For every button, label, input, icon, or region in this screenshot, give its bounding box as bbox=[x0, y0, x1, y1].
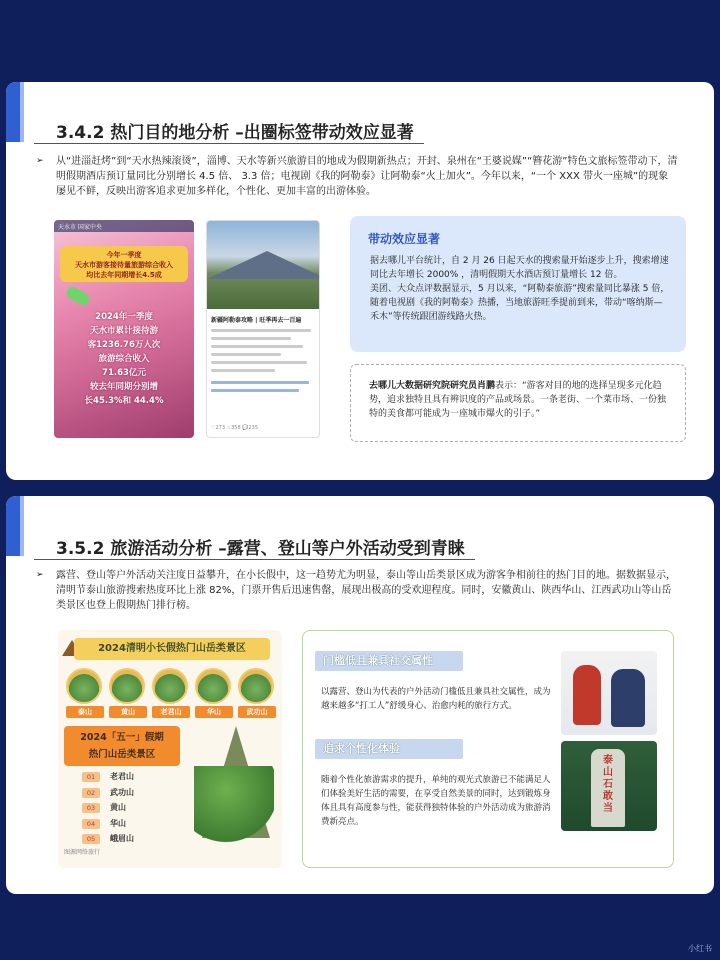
ranking-item bbox=[82, 770, 182, 784]
scenic-spot-row bbox=[64, 668, 278, 724]
quote-body: 表示：“游客对目的地的选择呈现多元化趋势，追求独特且具有辨识度的产品或场景。一条老街、一个菜市场、一份独特的美食都可能成为一座城市爆火的引子。” bbox=[369, 381, 667, 419]
reason-tab-label: 门槛低且兼具社交属性 bbox=[323, 654, 433, 667]
scenic-spot bbox=[238, 668, 276, 718]
scenic-label: 华山 bbox=[195, 706, 233, 718]
watermark: 小红书 bbox=[688, 944, 712, 953]
scenic-spot bbox=[66, 668, 104, 718]
scenic-spot bbox=[152, 668, 190, 718]
scenic-label: 黄山 bbox=[109, 706, 147, 718]
effect-paragraph-1: 据去哪儿平台统计，自 2 月 26 日起天水的搜索量开始逐步上升，搜索增速同比去年增长 2000% ，清明假期天水酒店预订量增长 12 倍。 bbox=[370, 256, 669, 280]
decor-pill bbox=[65, 285, 92, 307]
rank-number: 04 bbox=[82, 819, 100, 829]
quote-text bbox=[369, 379, 673, 421]
promo-body-text: 2024年一季度 天水市累计接待游 客1236.76万人次 旅游综合收入 71.63亿元 较去年同期分别增 长45.3%和 44.4% bbox=[84, 312, 164, 406]
scenic-label: 武功山 bbox=[238, 706, 276, 718]
quote-author: 去哪儿大数据研究院研究员肖鹏 bbox=[369, 381, 496, 391]
poster-title: 2024清明小长假热门山岳类景区 bbox=[74, 638, 270, 660]
rank-number: 02 bbox=[82, 788, 100, 798]
bullet-paragraph bbox=[38, 568, 678, 613]
bullet-paragraph bbox=[38, 154, 678, 199]
rank-number: 05 bbox=[82, 834, 100, 844]
ranking-item bbox=[82, 832, 182, 846]
image-source: 图源网络旅行 bbox=[64, 849, 101, 856]
altay-post-screenshot bbox=[206, 220, 320, 438]
hikers-illustration bbox=[561, 651, 657, 735]
landscape-photo bbox=[207, 221, 319, 309]
rank-number: 01 bbox=[82, 772, 100, 782]
post-title: 新疆阿勒泰攻略 | 旺季再去一百遍 bbox=[211, 317, 302, 324]
reason-text-personalized: 随着个性化旅游需求的提升，单纯的观光式旅游已不能满足人们体验美好生活的需要，在享受自然美景的同时，达到锻炼身体且具有高度参与性，能获得独特体验的户外活动成为旅游消费新亮点。 bbox=[321, 775, 551, 827]
card-accent-bar bbox=[6, 82, 20, 142]
scenic-spot bbox=[195, 668, 233, 718]
promo-banner: 今年一季度 天水市游客接待量旅游综合收入 均比去年同期增长4.5成 bbox=[60, 246, 188, 282]
rank-number: 03 bbox=[82, 803, 100, 813]
section-card-hot-destinations bbox=[6, 82, 714, 480]
card-accent-bar bbox=[6, 496, 20, 556]
expert-quote-box bbox=[350, 364, 686, 442]
mountain-ranking-poster bbox=[58, 630, 282, 868]
outdoor-reasons-panel bbox=[302, 630, 674, 868]
phone-topbar: 天水市 国家中央 bbox=[54, 220, 194, 232]
scenic-label: 老君山 bbox=[152, 706, 190, 718]
section-title: 3.5.2 旅游活动分析 –露营、登山等户外活动受到青睐 bbox=[34, 534, 475, 560]
ranking-item bbox=[82, 817, 182, 831]
tianshui-promo-image bbox=[54, 220, 194, 438]
ranking-item bbox=[82, 786, 182, 800]
ranking-item bbox=[82, 801, 182, 815]
rank-name: 华山 bbox=[110, 818, 126, 828]
ranking-heading: 2024「五一」假期 热门山岳类景区 bbox=[64, 726, 180, 766]
reason-tab-low-threshold bbox=[315, 651, 463, 671]
bullet-text: 从“进淄赶烤”到“天水热辣滚烫”，淄博、天水等新兴旅游目的地成为假期新热点；开封、泉州在“王婆说媒”“簪花游”特色文旅标签带动下，清明假期酒店预订量同比分别增长 4.5 倍、 3.3 倍；电视剧《我的阿勒泰》让阿勒泰“火上加火”。今年以来，“一个 XXX 带火一座城”的现象屡见不鲜，反映出游客追求更加多样化，个性化、更加丰富的出游体验。 bbox=[56, 156, 678, 197]
taishan-stone-illustration bbox=[561, 741, 657, 831]
scenic-label: 泰山 bbox=[66, 706, 104, 718]
bullet-text: 露营、登山等户外活动关注度日益攀升，在小长假中，这一趋势尤为明显，泰山等山岳类景区成为游客争相前往的热门目的地。据数据显示，清明节泰山旅游搜索热度环比上涨 82%，门票开售后迅速售罄，展现出极高的受欢迎程度。同时，安徽黄山、陕西华山、江西武功山等山岳类景区也登上假期热门排行榜。 bbox=[56, 570, 676, 611]
bullet-arrow-icon: ➢ bbox=[36, 156, 44, 166]
effect-paragraph-2: 美团、大众点评数据显示，5 月以来，“阿勒泰旅游”搜索量同比暴涨 5 倍，随着电视剧《我的阿勒泰》热播，当地旅游旺季提前到来，带动“喀纳斯—禾木”等传统跟团游线路火热。 bbox=[370, 284, 670, 322]
effect-box bbox=[350, 216, 686, 352]
scenic-spot bbox=[109, 668, 147, 718]
ranking-list bbox=[82, 770, 182, 848]
section-card-outdoor-activities bbox=[6, 496, 714, 894]
stone-carving: 泰山石敢当 bbox=[603, 755, 613, 814]
rank-name: 峨眉山 bbox=[110, 834, 134, 843]
post-stats: ♡273 ☆358 💬235 bbox=[211, 425, 258, 431]
reason-tab-label: 追求个性化体验 bbox=[323, 742, 400, 755]
reason-text-low-threshold: 以露营、登山为代表的户外活动门槛低且兼具社交属性，成为越来越多“打工人”舒缓身心、治愈内耗的旅行方式。 bbox=[321, 687, 551, 711]
rank-name: 黄山 bbox=[110, 803, 126, 812]
reason-tab-personalized bbox=[315, 739, 463, 759]
mountain-illustration bbox=[194, 726, 276, 846]
effect-text bbox=[370, 254, 670, 324]
rank-name: 老君山 bbox=[110, 772, 134, 781]
rank-name: 武功山 bbox=[110, 787, 134, 797]
effect-title: 带动效应显著 bbox=[368, 232, 441, 246]
bullet-arrow-icon: ➢ bbox=[36, 570, 44, 580]
section-title: 3.4.2 热门目的地分析 –出圈标签带动效应显著 bbox=[34, 118, 424, 144]
